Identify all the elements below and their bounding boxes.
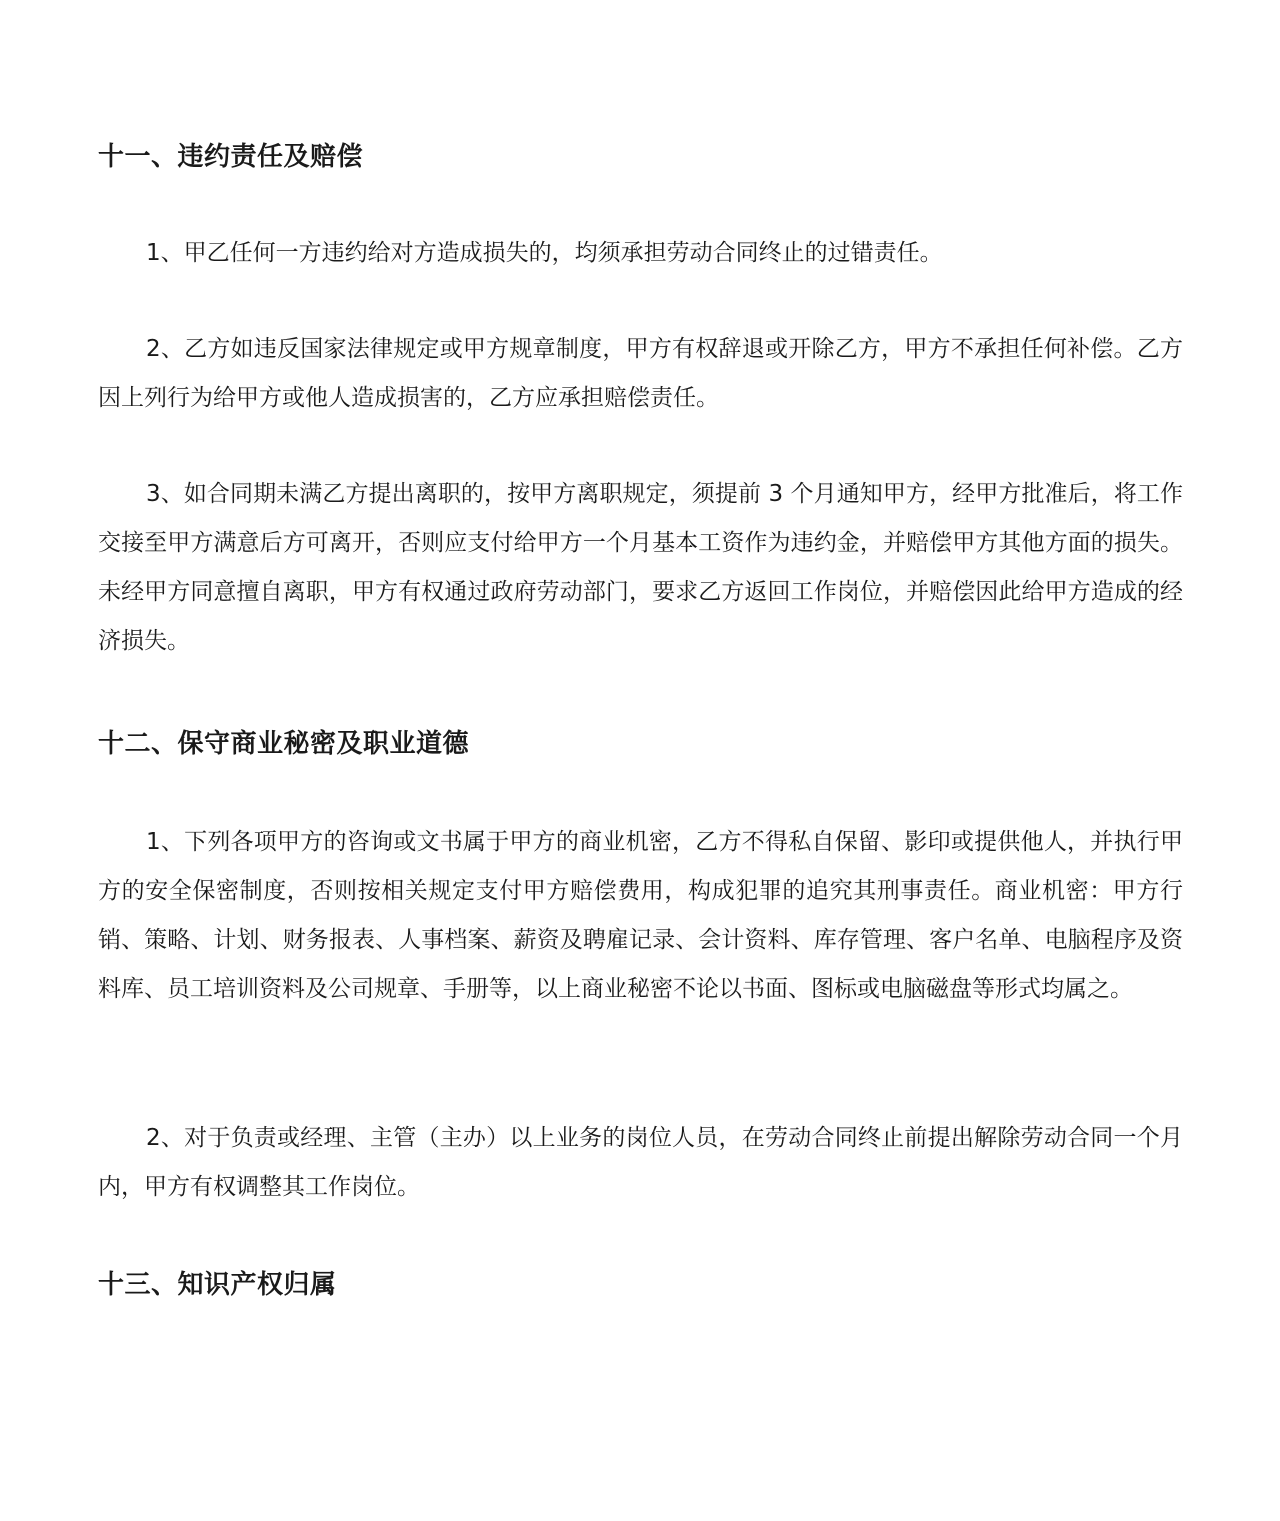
section-11-heading: 十一、违约责任及赔偿 xyxy=(98,142,364,172)
section-11-clause-3: 3、如合同期未满乙方提出离职的，按甲方离职规定，须提前 3 个月通知甲方，经甲方批准后，将工作交接至甲方满意后方可离开，否则应支付给甲方一个月基本工资作为违约金，并赔偿甲方其他方面的损失。未经甲方同意擅自离职，甲方有权通过政府劳动部门，要求乙方返回工作岗位，并赔偿因此给甲方造成的经济损失。 xyxy=(98,481,1183,654)
section-12-heading: 十二、保守商业秘密及职业道德 xyxy=(98,729,470,759)
section-12-clause-2: 2、对于负责或经理、主管（主办）以上业务的岗位人员，在劳动合同终止前提出解除劳动合同一个月内，甲方有权调整其工作岗位。 xyxy=(98,1125,1183,1200)
section-12-clause-1: 1、下列各项甲方的咨询或文书属于甲方的商业机密，乙方不得私自保留、影印或提供他人，并执行甲方的安全保密制度，否则按相关规定支付甲方赔偿费用，构成犯罪的追究其刑事责任。商业机密：甲方行销、策略、计划、财务报表、人事档案、薪资及聘雇记录、会计资料、库存管理、客户名单、电脑程序及资料库、员工培训资料及公司规章、手册等，以上商业秘密不论以书面、图标或电脑磁盘等形式均属之。 xyxy=(98,829,1183,1002)
section-11-clause-1: 1、甲乙任何一方违约给对方造成损失的，均须承担劳动合同终止的过错责任。 xyxy=(146,240,943,266)
section-11-clause-2: 2、乙方如违反国家法律规定或甲方规章制度，甲方有权辞退或开除乙方，甲方不承担任何补偿。乙方因上列行为给甲方或他人造成损害的，乙方应承担赔偿责任。 xyxy=(98,336,1183,411)
section-13-heading: 十三、知识产权归属 xyxy=(98,1270,337,1300)
